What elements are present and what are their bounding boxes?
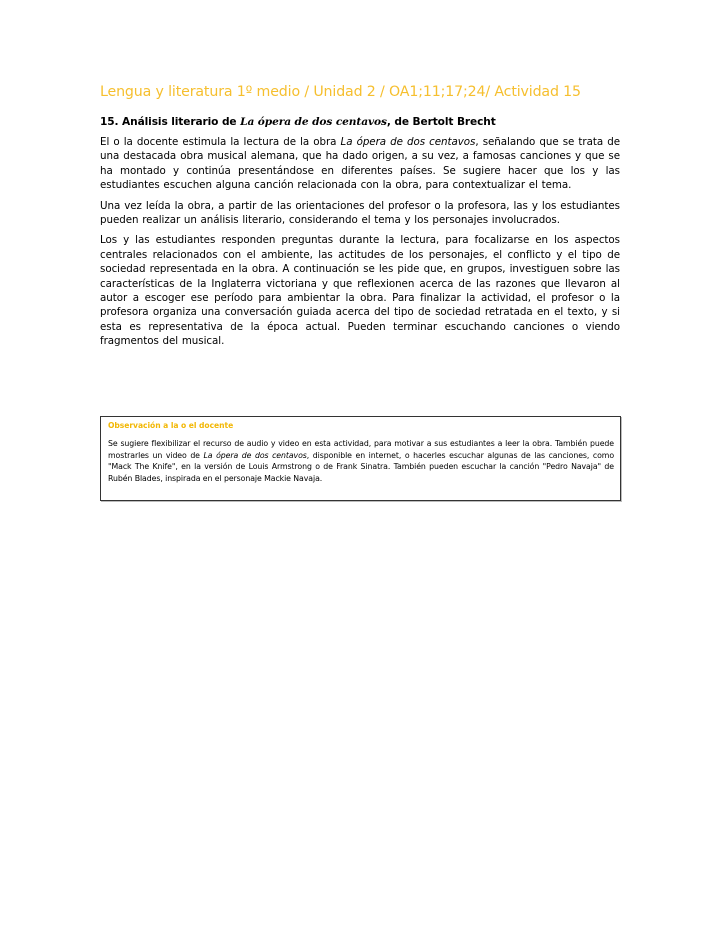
teacher-note-title: Observación a la o el docente bbox=[108, 421, 234, 430]
teacher-note-text-b: , disponible en internet, o hacerles escuchar algunas de las canciones, como "Mack The Knife", en la versión de Louis Armstrong o de Frank Sinatra. También pueden escuchar la canción "Pedro Navaja" de Rubén Blades, inspirada en el personaje Mackie Navaja. bbox=[108, 450, 615, 483]
teacher-note-text-a: Se sugiere flexibilizar el recurso de audio y video en esta actividad, para motivar a sus estudiantes a leer la obra. También puede mostrarles un video de bbox=[108, 439, 614, 460]
teacher-note-work-title: La ópera de dos centavos bbox=[203, 450, 307, 460]
paragraph-intro-work-title: La ópera de dos centavos bbox=[340, 136, 476, 148]
paragraph-questions: Los y las estudiantes responden preguntas durante la lectura, para focalizarse en los aspectos centrales relacionados con el ambiente, las actitudes de los personajes, el conflicto y el tipo de sociedad representada en la obra. A continuación se les pide que, en grupos, investiguen sobre las características de la Inglaterra victoriana y que reflexionen acerca de las razones que llevaron al autor a escoger ese período para ambientar la obra. Para finalizar la actividad, el profesor o la profesora organiza una conversación guiada acerca del tipo de sociedad retratada en el texto, y si esta es representativa de la época actual. Pueden terminar escuchando canciones o viendo fragmentos del musical. bbox=[100, 234, 620, 348]
breadcrumb: Lengua y literatura 1º medio / Unidad 2 / OA1;11;17;24/ Actividad 15 bbox=[100, 84, 581, 100]
activity-title bbox=[100, 115, 620, 130]
activity-title-prefix: 15. Análisis literario de bbox=[100, 116, 241, 128]
teacher-note-box bbox=[100, 416, 621, 501]
activity-title-suffix: , de Bertolt Brecht bbox=[386, 116, 496, 128]
paragraph-intro bbox=[100, 135, 620, 193]
paragraph-analysis: Una vez leída la obra, a partir de las orientaciones del profesor o la profesora, las y los estudiantes pueden realizar un análisis literario, considerando el tema y los personajes involucrados. bbox=[100, 199, 620, 227]
document-page bbox=[100, 82, 620, 355]
activity-title-work: La ópera de dos centavos bbox=[240, 116, 387, 128]
teacher-note-text bbox=[108, 438, 614, 484]
paragraph-intro-text-b: , señalando que se trata de una destacada obra musical alemana, que ha dado origen, a su vez, a famosas canciones y que se ha montado y continúa presentándose en diferentes países. Se sugiere hacer que los y las estudiantes escuchen alguna canción relacionada con la obra, para contextualizar el tema. bbox=[100, 136, 620, 192]
paragraph-intro-text-a: El o la docente estimula la lectura de la obra bbox=[100, 136, 341, 148]
